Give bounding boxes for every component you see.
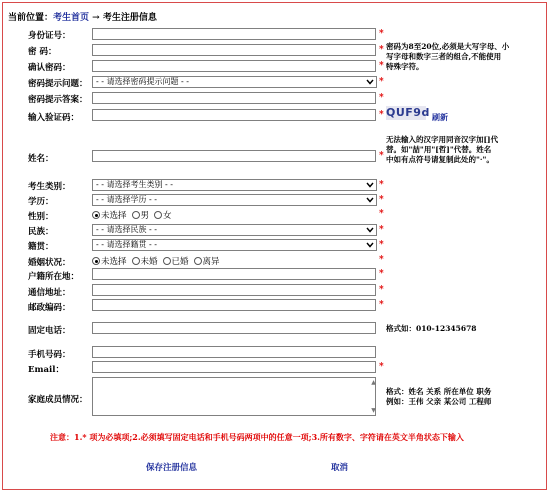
category-select[interactable] (92, 179, 377, 191)
email-required-mark: * (379, 362, 384, 372)
hukou-label: 户籍所在地： (28, 272, 80, 282)
name-rule-line-1: 无法输入的汉字用同音汉字加[]代 (386, 135, 499, 144)
breadcrumb (8, 10, 157, 23)
required-fields-warning: 注意：1.* 项为必填项;2.必须填写固定电话和手机号码两项中的任意一项;3.所有数字、字符请在英文半角状态下输入 (50, 432, 464, 442)
captcha-refresh-link[interactable]: 刷新 (432, 112, 448, 122)
scroll-down-icon[interactable]: ▼ (371, 407, 376, 414)
scroll-up-icon[interactable]: ▲ (371, 379, 376, 386)
radio-empty-icon (154, 211, 162, 219)
captcha-image: QUF9d (386, 106, 430, 119)
family-label: 家庭成员情况： (28, 395, 88, 405)
radio-empty-icon (163, 257, 171, 265)
id-card-input[interactable] (92, 28, 376, 40)
marital-label: 婚姻状况： (28, 258, 71, 268)
hukou-input[interactable] (92, 268, 376, 280)
hint-answer-label: 密码提示答案： (28, 95, 88, 105)
id-card-required-mark: * (379, 29, 384, 39)
hukou-required-mark: * (379, 269, 384, 279)
chevron-down-icon (365, 180, 375, 190)
postcode-input[interactable] (92, 299, 376, 311)
origin-selected: - - 请选择籍贯 - - (96, 240, 157, 249)
password-rule-note (386, 42, 509, 72)
breadcrumb-home-link[interactable]: 考生首页 (53, 13, 90, 23)
family-format-line-1: 格式：姓名 关系 所在单位 职务 (386, 387, 492, 396)
education-select[interactable] (92, 194, 377, 206)
category-selected: - - 请选择考生类别 - - (96, 180, 173, 189)
mobile-input[interactable] (92, 346, 376, 358)
name-rule-note (386, 135, 498, 165)
ethnicity-select[interactable] (92, 224, 377, 236)
marital-option-married[interactable]: 已婚 (163, 255, 189, 267)
gender-option-male[interactable]: 男 (132, 209, 150, 221)
chevron-down-icon (365, 77, 375, 87)
phone-format-note: 格式如：010-12345678 (386, 324, 477, 333)
marital-option-divorced[interactable]: 离异 (194, 255, 220, 267)
email-label: Email： (28, 365, 64, 375)
family-format-line-2: 例如：王伟 父亲 某公司 工程师 (386, 397, 492, 406)
chevron-down-icon (365, 240, 375, 250)
save-button[interactable]: 保存注册信息 (146, 463, 198, 473)
radio-empty-icon (132, 211, 140, 219)
radio-checked-icon (92, 257, 100, 265)
gender-radio-group (92, 209, 175, 221)
gender-required-mark: * (379, 209, 384, 219)
captcha-required-mark: * (379, 110, 384, 120)
education-required-mark: * (379, 195, 384, 205)
address-required-mark: * (379, 285, 384, 295)
marital-option-single[interactable]: 未婚 (132, 255, 158, 267)
category-required-mark: * (379, 180, 384, 190)
password-label: 密 码： (28, 47, 57, 57)
name-label: 姓名： (28, 154, 54, 164)
chevron-down-icon (365, 225, 375, 235)
confirm-password-label: 确认密码： (28, 63, 71, 73)
category-label: 考生类别： (28, 182, 71, 192)
origin-label: 籍贯： (28, 242, 54, 252)
password-rule-line-1: 密码为8至20位,必须是大写字母、小 (386, 42, 510, 51)
phone-input[interactable] (92, 322, 376, 334)
breadcrumb-current: 考生注册信息 (102, 13, 157, 23)
education-selected: - - 请选择学历 - - (96, 195, 157, 204)
password-rule-line-2: 写字母和数字三者的组合,不能使用 (386, 52, 502, 61)
password-input[interactable] (92, 44, 376, 56)
mobile-label: 手机号码： (28, 350, 71, 360)
family-textarea[interactable] (92, 377, 376, 416)
hint-question-selected: - - 请选择密码提示问题 - - (96, 77, 189, 86)
origin-required-mark: * (379, 240, 384, 250)
gender-label: 性别： (28, 212, 54, 222)
origin-select[interactable] (92, 239, 377, 251)
postcode-label: 邮政编码： (28, 303, 71, 313)
confirm-password-input[interactable] (92, 60, 376, 72)
confirm-password-required-mark: * (379, 61, 384, 71)
captcha-label: 输入验证码： (28, 113, 80, 123)
radio-empty-icon (194, 257, 202, 265)
marital-radio-group (92, 255, 223, 267)
education-label: 学历： (28, 197, 54, 207)
cancel-button[interactable]: 取消 (331, 463, 349, 473)
hint-question-label: 密码提示问题： (28, 79, 88, 89)
address-label: 通信地址： (28, 288, 71, 298)
hint-question-required-mark: * (379, 77, 384, 87)
breadcrumb-arrow: → (92, 13, 100, 23)
gender-option-unselected[interactable]: 未选择 (92, 209, 127, 221)
name-input[interactable] (92, 150, 376, 162)
hint-question-select[interactable] (92, 76, 377, 88)
password-required-mark: * (379, 45, 384, 55)
radio-checked-icon (92, 211, 100, 219)
radio-empty-icon (132, 257, 140, 265)
name-required-mark: * (379, 151, 384, 161)
breadcrumb-prefix: 当前位置： (8, 13, 54, 23)
ethnicity-required-mark: * (379, 225, 384, 235)
family-format-note (386, 387, 491, 407)
password-rule-line-3: 特殊字符。 (386, 62, 424, 71)
marital-required-mark: * (379, 255, 384, 265)
hint-answer-input[interactable] (92, 92, 376, 104)
ethnicity-selected: - - 请选择民族 - - (96, 225, 157, 234)
id-card-label: 身份证号： (28, 31, 71, 41)
chevron-down-icon (365, 195, 375, 205)
marital-option-unselected[interactable]: 未选择 (92, 255, 127, 267)
name-rule-line-3: 中如有点符号请复制此处的"·"。 (386, 155, 494, 164)
ethnicity-label: 民族： (28, 227, 54, 237)
name-rule-line-2: 替。如"喆"用"[哲]"代替。姓名 (386, 145, 492, 154)
postcode-required-mark: * (379, 300, 384, 310)
captcha-input[interactable] (92, 109, 376, 121)
hint-answer-required-mark: * (379, 93, 384, 103)
address-input[interactable] (92, 284, 376, 296)
email-input[interactable] (92, 361, 376, 373)
phone-label: 固定电话： (28, 326, 71, 336)
gender-option-female[interactable]: 女 (154, 209, 172, 221)
